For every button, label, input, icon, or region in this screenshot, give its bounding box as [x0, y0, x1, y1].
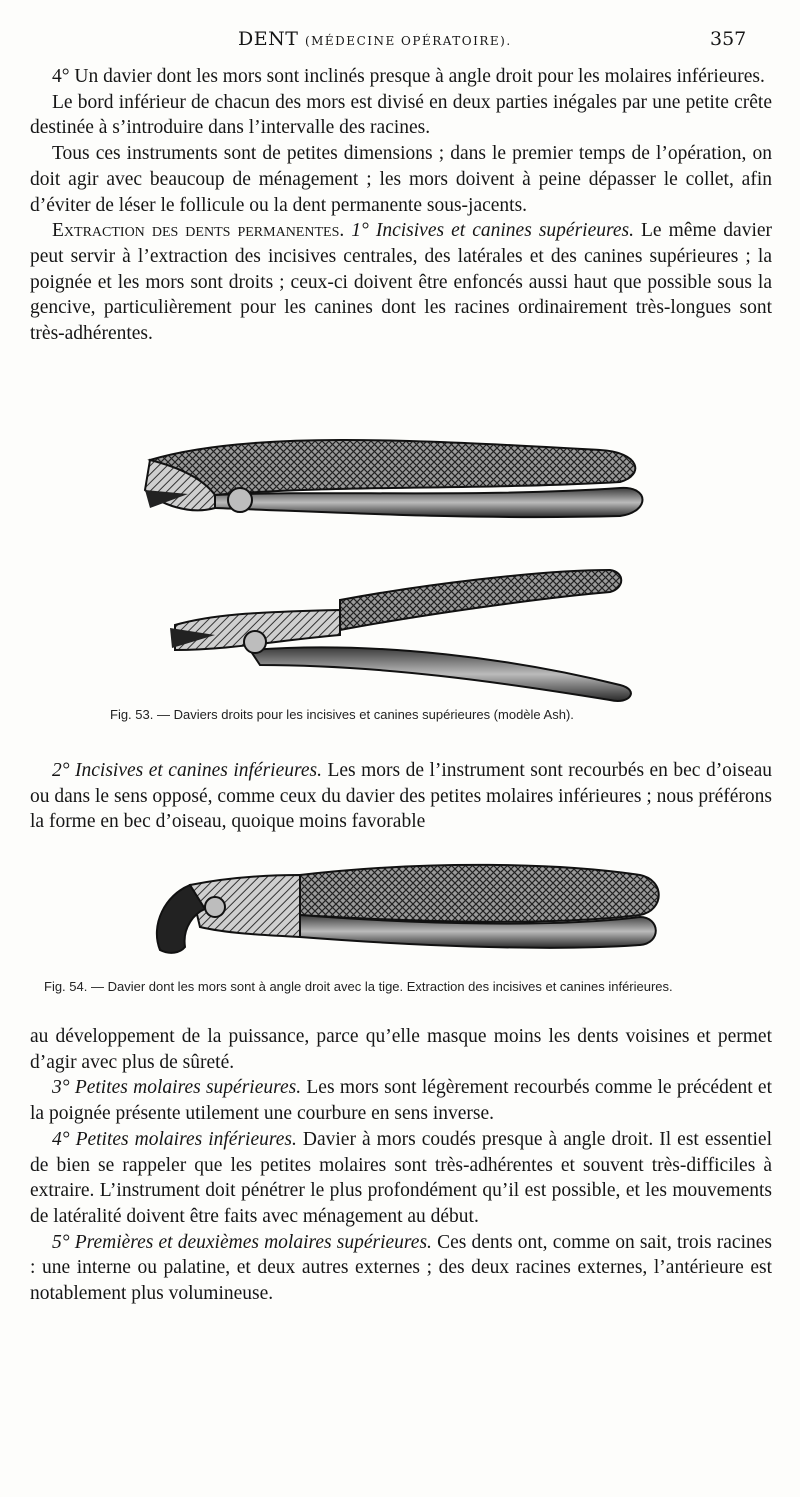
text-block-top: [30, 64, 772, 347]
page-number: 357: [710, 28, 747, 50]
paragraph: [30, 1230, 772, 1307]
section-subheading: 5° Premières et deuxièmes molaires supérieures.: [52, 1231, 432, 1253]
paragraph-text: Davier à mors coudés presque à angle droit. Il est essentiel de bien se rappeler que les petites molaires sont très-adhérentes et souvent très-difficiles à extraire. L’instrument doit pénétrer le plus profondément qu’il est possible, et les mouvements de latéralité doivent être faits avec ménagement au début.: [30, 1128, 773, 1227]
header-title-main: DENT: [238, 28, 299, 50]
paragraph-text: Ces dents ont, comme on sait, trois racines : une interne ou palatine, et deux autres externes ; des deux racines externes, l’antérieure est notablement plus volumineuse.: [30, 1231, 773, 1305]
figure-54: [0, 855, 800, 1015]
figure-label: Fig. 53.: [110, 707, 154, 722]
paragraph: 4° Un davier dont les mors sont inclinés presque à angle droit pour les molaires inférieures.: [52, 66, 765, 87]
angled-forceps: [157, 865, 659, 953]
header-title-sub: (MÉDECINE OPÉRATOIRE).: [304, 34, 512, 48]
section-subheading: 1° Incisives et canines supérieures.: [351, 220, 634, 242]
figure-caption: [44, 979, 774, 995]
paragraph: [30, 758, 772, 835]
section-heading: Extraction des dents permanentes.: [52, 220, 345, 242]
paragraph-text: Les mors sont légèrement recourbés comme le précédent et la poignée présente utilement une courbure en sens inverse.: [30, 1077, 772, 1125]
section-subheading: 2° Incisives et canines inférieures.: [52, 760, 322, 781]
paragraph-text: Le même davier peut servir à l’extraction des incisives centrales, des latérales et des canines supérieures ; la poignée et les mors sont droits ; ceux-ci doivent être enfoncés aussi haut que possible sous la gencive, particulièrement pour les canines dont les racines ordinairement très-longues sont très-adhérentes.: [30, 220, 773, 345]
figure-caption-text: — Davier dont les mors sont à angle droit avec la tige. Extraction des incisives et canines inférieures.: [90, 979, 673, 994]
paragraph: au développement de la puissance, parce qu’elle masque moins les dents voisines et permet d’agir avec plus de sûreté.: [30, 1026, 772, 1073]
upper-forceps: [145, 440, 643, 517]
figure-53: [0, 420, 800, 730]
paragraph: Le bord inférieur de chacun des mors est divisé en deux parties inégales par une petite crête destinée à s’introduire dans l’intervalle des racines.: [30, 91, 772, 139]
paragraph: Tous ces instruments sont de petites dimensions ; dans le premier temps de l’opération, on doit agir avec beaucoup de ménagement ; les mors doivent à peine dépasser le collet, afin d’éviter de léser le follicule ou la dent permanente sous-jacents.: [30, 143, 772, 216]
lower-forceps: [170, 570, 631, 701]
running-header: [0, 28, 800, 56]
forceps-illustration: [0, 855, 800, 975]
paragraph: [30, 1127, 772, 1230]
paragraph: [30, 1075, 772, 1126]
forceps-illustration: [0, 420, 800, 710]
figure-caption-text: — Daviers droits pour les incisives et canines supérieures (modèle Ash).: [156, 707, 574, 722]
header-title: [238, 28, 512, 50]
figure-label: Fig. 54.: [44, 979, 88, 994]
section-subheading: 3° Petites molaires supérieures.: [52, 1077, 302, 1099]
paragraph-text: Les mors de l’instrument sont recourbés en bec d’oiseau ou dans le sens opposé, comme ceux du davier des petites molaires inférieures ; nous préférons la forme en bec d’oiseau, quoique moins favorable: [30, 760, 773, 833]
section-subheading: 4° Petites molaires inférieures.: [52, 1128, 297, 1150]
figure-caption: [110, 707, 574, 722]
paragraph: [30, 218, 772, 347]
text-block-bottom: [30, 1024, 772, 1307]
text-block-middle: [30, 758, 772, 835]
